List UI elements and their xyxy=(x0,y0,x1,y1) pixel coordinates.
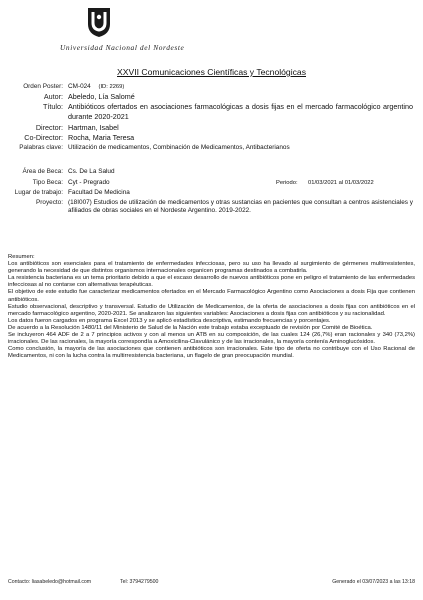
orden-poster-value: CM-024 xyxy=(68,83,91,90)
abstract-paragraph: El objetivo de este estudio fue caracterizar medicamentos ofertados en el Mercado Farmacológico Argentino como Asociaciones a dosis Fija que contienen antibióticos. xyxy=(8,289,415,303)
abstract-title: Resumen: xyxy=(8,254,35,260)
lugar-trabajo-value: Facultad De Medicina xyxy=(68,189,130,196)
abstract-paragraph: Los datos fueron cargados en programa Excel 2013 y se aplicó estadística descriptiva, estimando frecuencias y porcentajes. xyxy=(8,317,331,324)
orden-poster-label: Orden Poster: xyxy=(23,83,63,90)
event-title: XXVII Comunicaciones Científicas y Tecnológicas xyxy=(117,67,306,77)
co-director-label: Co-Director: xyxy=(24,133,63,142)
titulo-label: Título: xyxy=(43,102,63,111)
tipo-beca-value: Cyt - Pregrado xyxy=(68,179,110,186)
director-label: Director: xyxy=(35,123,63,132)
director-value: Hartman, Isabel xyxy=(68,123,119,132)
autor-value: Abeledo, Lía Salomé xyxy=(68,92,135,101)
periodo-label: Periodo: xyxy=(276,180,298,186)
palabras-clave-label: Palabras clave: xyxy=(19,144,63,151)
abstract-paragraph: Los antibióticos son esenciales para el tratamiento de enfermedades infecciosas, pero su uso ha llevado al surgimiento de gérmenes multirresistentes, generando la necesidad de que distintos organismos internacionales organicen programas destinados a combatirla. xyxy=(8,261,415,275)
tipo-beca-label: Tipo Beca: xyxy=(32,179,63,186)
contact-email: Contacto: liasabeledo@hotmail.com xyxy=(8,579,92,585)
poster-id: (ID: 2269) xyxy=(98,84,125,90)
co-director-value: Rocha, Maria Teresa xyxy=(68,133,135,142)
abstract-paragraph: De acuerdo a la Resolución 1480/11 del Ministerio de Salud de la Nación este trabajo estaba exceptuado de revisión por Comité de Bioética. xyxy=(8,324,373,331)
abstract-paragraph: La resistencia bacteriana es un tema prioritario debido a que el escaso desarrollo de nuevos antibióticos pone en peligro el tratamiento de las enfermedades infecciosas al no contarse con alternativas terapéuticas. xyxy=(8,275,415,289)
abstract-paragraph: Como conclusión, la mayoría de las asociaciones que contienen antibióticos son irracionales. Este tipo de oferta no contribuye con el Uso Racional de Medicamentos, ni con la lucha contra la multirresistencia bacteriana, un flagelo de gran preocupación mundial. xyxy=(8,346,415,360)
proyecto-label: Proyecto: xyxy=(36,199,63,206)
abstract xyxy=(8,254,415,360)
periodo-value: 01/03/2021 al 01/03/2022 xyxy=(308,180,374,186)
university-name: Universidad Nacional del Nordeste xyxy=(60,43,185,52)
contact-phone: Tel: 3794279500 xyxy=(120,579,159,585)
area-beca-value: Cs. De La Salud xyxy=(68,168,115,175)
proyecto-value: (18I007) Estudios de utilización de medicamentos y otras sustancias en pacientes que consultan a centros asistenciales y afiliados de obras sociales en el Nordeste Argentino. 2019-2022. xyxy=(68,199,413,215)
abstract-paragraph: Se incluyeron 464 ADF de 2 a 7 principios activos y con al menos un ATB en su composición, de las cuales 124 (26,7%) eran racionales y 340 (73,2%) irracionales. De las racionales, la mayoría correspondía a Amoxicilina-Clavulánico y de las irracionales, la mayoría contenía Aminoglucósidos. xyxy=(8,332,415,346)
area-beca-label: Área de Beca: xyxy=(22,168,63,175)
generated-timestamp: Generado el 03/07/2023 a las 13:18 xyxy=(332,579,415,585)
university-logo xyxy=(84,6,114,38)
abstract-paragraph: Estudio observacional, descriptivo y transversal. Estudio de Utilización de Medicamentos, de la oferta de asociaciones a dosis fijas con antibióticos en el mercado farmacológico argentino, 2020-2021. Se analizaron las siguientes variables: Asociaciones a dosis fijas con antibióticos y su racionalidad. xyxy=(8,303,415,317)
titulo-value: Antibióticos ofertados en asociaciones farmacológicas a dosis fijas en el mercado farmacológico argentino durante 2020-2021 xyxy=(68,102,413,121)
palabras-clave-value: Utilización de medicamentos, Combinación de Medicamentos, Antibacterianos xyxy=(68,144,290,151)
autor-label: Autor: xyxy=(43,92,63,101)
lugar-trabajo-label: Lugar de trabajo: xyxy=(14,189,63,196)
